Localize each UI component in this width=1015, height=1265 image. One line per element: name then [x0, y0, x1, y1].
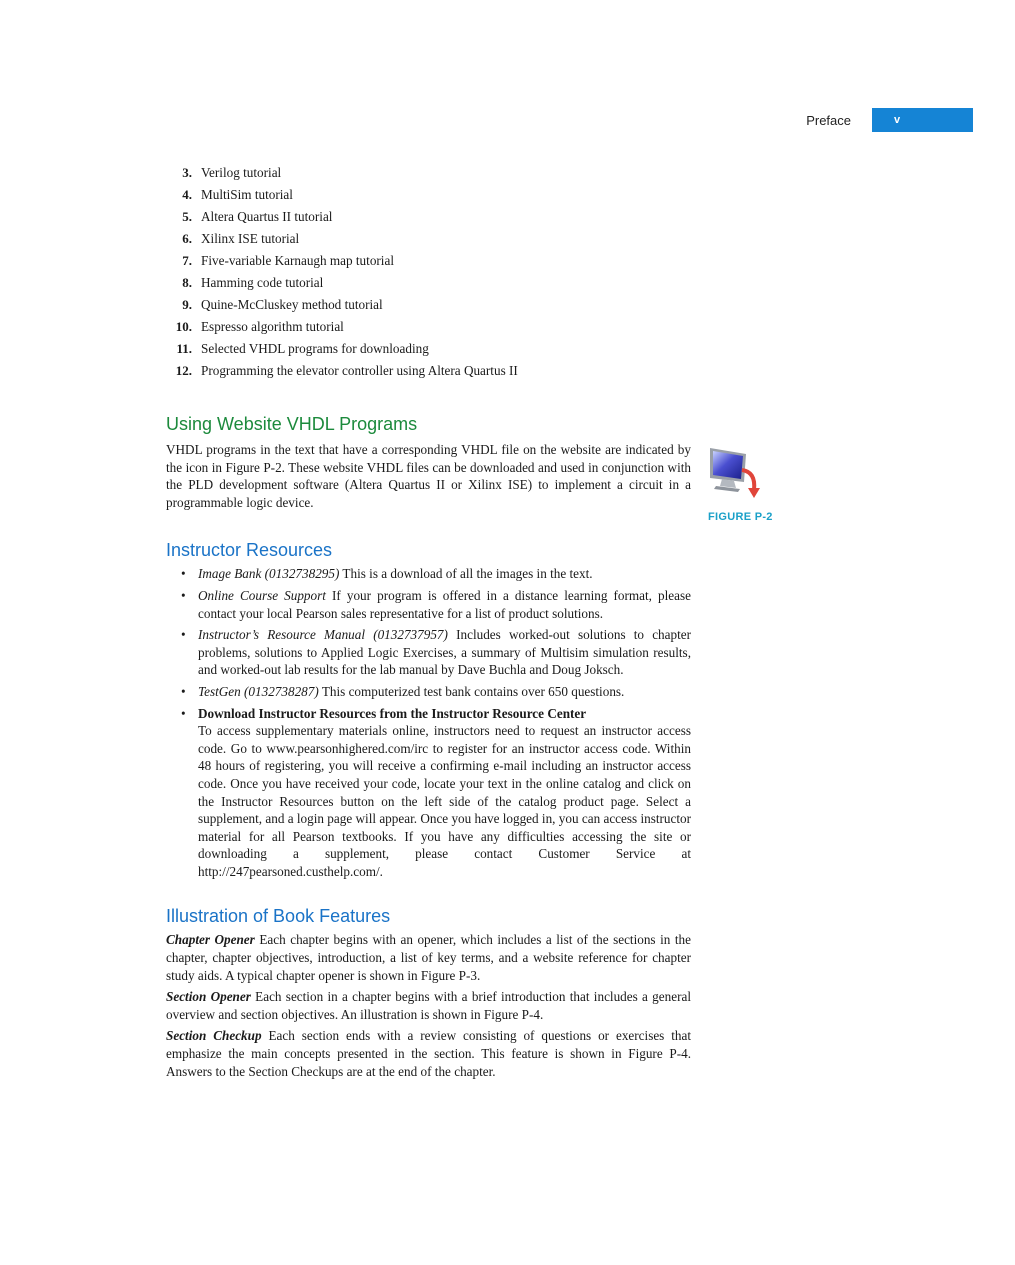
feature-text: Each section in a chapter begins with a brief introduction that includes a general overview and section objectives. An illustration is shown in Figure P-4. [166, 989, 691, 1022]
bullet: • [181, 566, 186, 582]
vhdl-paragraph: VHDL programs in the text that have a corresponding VHDL file on the website are indicated by the icon in Figure P-2. These website VHDL files can be downloaded and used in conjunction with the PLD development software (Altera Quartus II or Xilinx ISE) to implement a circuit in a programmable logic device. [166, 442, 691, 510]
feature-text: Each chapter begins with an opener, which includes a list of the sections in the chapter, chapter objectives, introduction, a list of key terms, and a website reference for chapter study aids. A typical chapter opener is shown in Figure P-3. [166, 932, 691, 983]
figure-p2 [708, 446, 788, 523]
feature-lead: Section Checkup [166, 1028, 262, 1044]
page-number-box [872, 108, 973, 132]
list-text: Verilog tutorial [201, 165, 282, 181]
list-text: Hamming code tutorial [201, 275, 324, 291]
list-number: 10. [175, 319, 192, 335]
feature-lead: Section Opener [166, 989, 251, 1005]
feature-text: Each section ends with a review consisting of questions or exercises that emphasize the main concepts presented in the section. This feature is shown in Figure P-4. Answers to the Section Checkups are at the end of the chapter. [166, 1028, 692, 1079]
list-item [166, 565, 691, 583]
list-text: Xilinx ISE tutorial [201, 231, 300, 247]
figure-caption: FIGURE P-2 [708, 511, 773, 523]
list-number: 5. [182, 209, 192, 225]
list-item [166, 705, 691, 881]
feature-paragraph [166, 931, 691, 984]
list-text: MultiSim tutorial [201, 187, 293, 203]
bullet: • [181, 587, 186, 603]
list-number: 3. [182, 165, 192, 181]
list-number: 8. [182, 275, 192, 291]
list-number: 6. [182, 231, 192, 247]
list-item [166, 683, 691, 701]
page-content [166, 162, 691, 1080]
running-head: Preface [806, 112, 851, 128]
resource-list [166, 565, 691, 880]
list-item [166, 338, 691, 360]
list-item [166, 294, 691, 316]
page-header [806, 108, 973, 132]
download-title: Download Instructor Resources from the Instructor Resource Center [198, 705, 587, 721]
computer-download-icon [708, 446, 764, 500]
list-text: Altera Quartus II tutorial [201, 209, 333, 225]
bullet: • [181, 683, 186, 699]
list-text: Quine-McCluskey method tutorial [201, 297, 383, 313]
list-item [166, 228, 691, 250]
download-text: To access supplementary materials online, instructors need to request an instructor access code. Go to www.pearsonhighered.com/irc to register for an instructor access code. Within 48 hours of registering, you will receive a confirming e-mail including an instructor access code. Once you have received your code, locate your text in the online catalog and click on the Instructor Resources button on the left side of the catalog product page. Select a supplement, and a login page will appear. Once you have logged in, you can access instructor material for all Pearson textbooks. If you have any difficulties accessing the site or downloading a supplement, please contact Customer Service at http://247pearsoned.custhelp.com/. [198, 723, 691, 879]
list-number: 7. [182, 253, 192, 269]
tutorial-list [166, 162, 691, 382]
list-item [166, 250, 691, 272]
list-item [166, 587, 691, 622]
section-heading-vhdl: Using Website VHDL Programs [166, 414, 418, 434]
feature-lead: Chapter Opener [166, 932, 255, 948]
item-text: Includes worked-out solutions to chapter problems, solutions to Applied Logic Exercises, a summary of Multisim simulation results, and worked-out lab results for the lab manual by Dave Buchla and Doug Joksch. [198, 627, 691, 678]
item-lead: TestGen (0132738287) [198, 683, 319, 699]
list-number: 11. [176, 341, 192, 357]
item-lead: Instructor’s Resource Manual (0132737957) [198, 627, 448, 643]
section-heading-features: Illustration of Book Features [166, 906, 391, 927]
list-text: Espresso algorithm tutorial [201, 319, 344, 335]
list-text: Selected VHDL programs for downloading [201, 341, 429, 357]
bullet: • [181, 705, 186, 721]
list-item [166, 184, 691, 206]
item-text: This is a download of all the images in the text. [339, 566, 593, 582]
list-item [166, 360, 691, 382]
list-item [166, 206, 691, 228]
bullet: • [181, 627, 186, 643]
list-item [166, 626, 691, 679]
list-text: Programming the elevator controller using Altera Quartus II [201, 363, 518, 379]
list-item [166, 162, 691, 184]
list-number: 4. [182, 187, 192, 203]
section-heading-instructor: Instructor Resources [166, 540, 333, 561]
feature-paragraph [166, 988, 691, 1023]
list-item [166, 316, 691, 338]
item-lead: Image Bank (0132738295) [198, 566, 340, 582]
item-text: If your program is offered in a distance learning format, please contact your local Pearson sales representative for a list of product solutions. [198, 587, 691, 621]
feature-paragraph [166, 1027, 691, 1080]
list-number: 9. [182, 297, 192, 313]
item-lead: Online Course Support [198, 587, 326, 603]
list-number: 12. [175, 363, 192, 379]
list-item [166, 272, 691, 294]
list-text: Five-variable Karnaugh map tutorial [201, 253, 394, 269]
item-text: This computerized test bank contains over 650 questions. [318, 683, 625, 699]
page-number: v [894, 114, 901, 126]
